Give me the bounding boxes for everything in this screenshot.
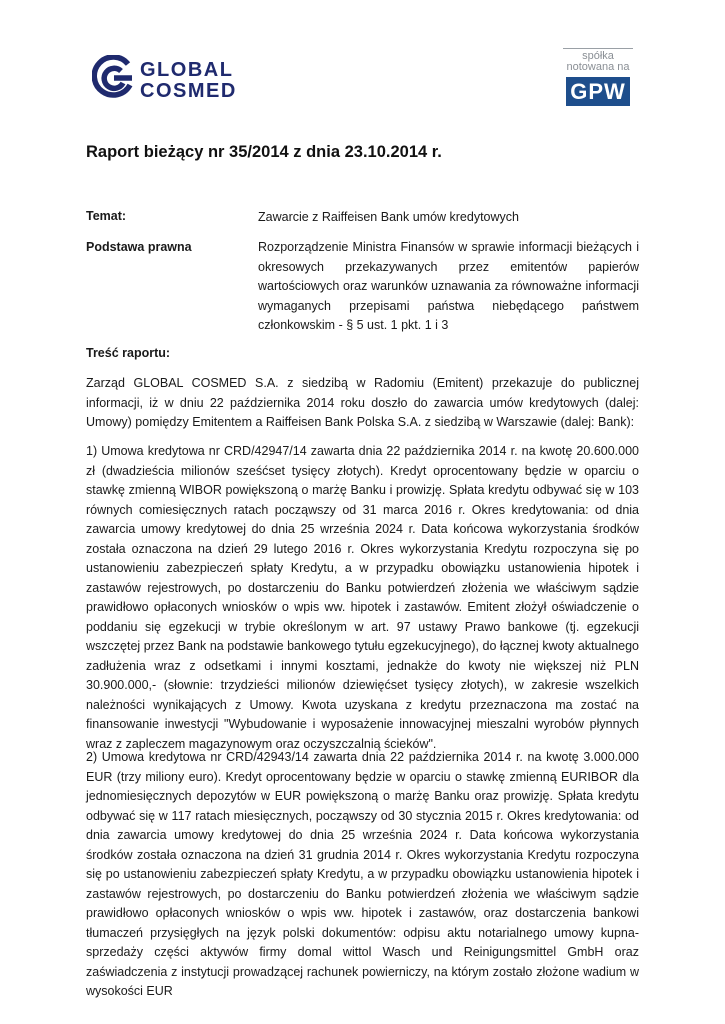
paragraph-intro: Zarząd GLOBAL COSMED S.A. z siedzibą w Radomiu (Emitent) przekazuje do publicznej informacji, iż w dniu 22 października 2014 roku doszło do zawarcia umów kredytowych (dalej: Umowy) pomiędzy Emitentem a Raiffeisen Bank Polska S.A. z siedzibą w Warszawie (dalej: Bank): — [86, 376, 639, 429]
legal-basis-label: Podstawa prawna — [86, 240, 192, 254]
gpw-logo-box: GPW — [566, 77, 630, 106]
logo-emblem-icon — [94, 57, 132, 95]
paragraph-loan-1: 1) Umowa kredytowa nr CRD/42947/14 zawarta dnia 22 października 2014 r. na kwotę 20.600.000 zł (dwadzieścia milionów sześćset tysięcy złotych). Kredyt oprocentowany będzie w oparciu o stawkę zmienną WIBOR powiększoną o marżę Banku i prowizję. Spłata kredytu odbywać się w 103 równych comiesięcznych ratach począwszy od 31 marca 2016 r. Okres kredytowania: od dnia zawarcia umowy kredytowej do dnia 25 września 2024 r. Data końcowa wykorzystania środków została oznaczona na dzień 29 lutego 2016 r. Okres wykorzystania Kredytu rozpoczyna się po ustanowieniu zabezpieczeń spłaty Kredytu, a w przypadku obowiązku ustanowienia hipotek i zastawów rejestrowych, po dostarczeniu do Banku potwierdzeń złożenia we właściwym sądzie prawidłowo opłaconych wniosków o wpis ww. hipotek i zastawów. Emitent złożył oświadczenie o poddaniu się egzekucji w trybie określonym w art. 97 ustawy Prawo bankowe (tj. egzekucji wszczętej przez Bank na podstawie bankowego tytułu egzekucyjnego), do łącznej kwoty aktualnego zadłużenia wraz z odsetkami i innymi kosztami, jednakże do kwoty nie większej niż PLN 30.900.000,- (słownie: trzydzieści milionów dziewięćset tysięcy złotych), w zakresie wszelkich należności wynikających z Umowy. Kwota uzyskana z kredytu przeznaczona ma zostać na finansowanie inwestycji "Wybudowanie i wyposażenie innowacyjnej mieszalni wyrobów płynnych wraz z zapleczem magazynowym oraz oczyszczalnią ścieków". — [86, 444, 639, 751]
topic-label: Temat: — [86, 209, 127, 223]
logo-line1: GLOBAL — [140, 59, 234, 81]
paragraph-loan-2: 2) Umowa kredytowa nr CRD/42943/14 zawarta dnia 22 października 2014 r. na kwotę 3.000.000 EUR (trzy miliony euro). Kredyt oprocentowany będzie w oparciu o stawkę zmienną EURIBOR dla jednomiesięcznych depozytów w EUR powiększoną o marżę Banku oraz prowizję. Spłata kredytu odbywać się w 117 ratach miesięcznych, począwszy od 30 stycznia 2015 r. Okres kredytowania: od dnia zawarcia umowy kredytowej do dnia 25 września 2024 r. Data końcowa wykorzystania środków została oznaczona na dzień 31 grudnia 2014 r. Okres wykorzystania Kredytu rozpoczyna się po ustanowieniu zabezpieczeń spłaty Kredytu, a w przypadku obowiązku ustanowienia hipotek i zastawów rejestrowych, po dostarczeniu do Banku potwierdzeń złożenia we właściwym sądzie prawidłowo opłaconych wniosków o wpis ww. hipotek i zastawów, oraz dostarczenia bankowi tłumaczeń przysięgłych na język polski dokumentów: odpisu aktu notarialnego umowy kupna-sprzedaży części aktywów firmy domal wittol Wasch und Reinigungsmittel GmbH oraz zaświadczenia z instytucji prowadzącej rachunek powierniczy, na którym zostało złożone wadium w wysokości EUR — [86, 750, 639, 998]
gpw-divider — [563, 48, 633, 49]
report-title: Raport bieżący nr 35/2014 z dnia 23.10.2014 r. — [86, 143, 442, 161]
gpw-badge — [563, 48, 635, 108]
global-cosmed-logo — [92, 55, 272, 101]
content-label: Treść raportu: — [86, 346, 171, 360]
gpw-caption-line2: notowana na — [566, 61, 630, 73]
logo-line2: COSMED — [140, 80, 237, 101]
gpw-caption-line1: spółka — [582, 50, 614, 62]
topic-value: Zawarcie z Raiffeisen Bank umów kredytowych — [258, 210, 519, 224]
legal-basis-value: Rozporządzenie Ministra Finansów w sprawie informacji bieżących i okresowych przekazywanych przez emitentów papierów wartościowych oraz warunków uznawania za równoważne informacji wymaganych przepisami państwa niebędącego państwem członkowskim - § 5 ust. 1 pkt. 1 i 3 — [258, 240, 639, 332]
